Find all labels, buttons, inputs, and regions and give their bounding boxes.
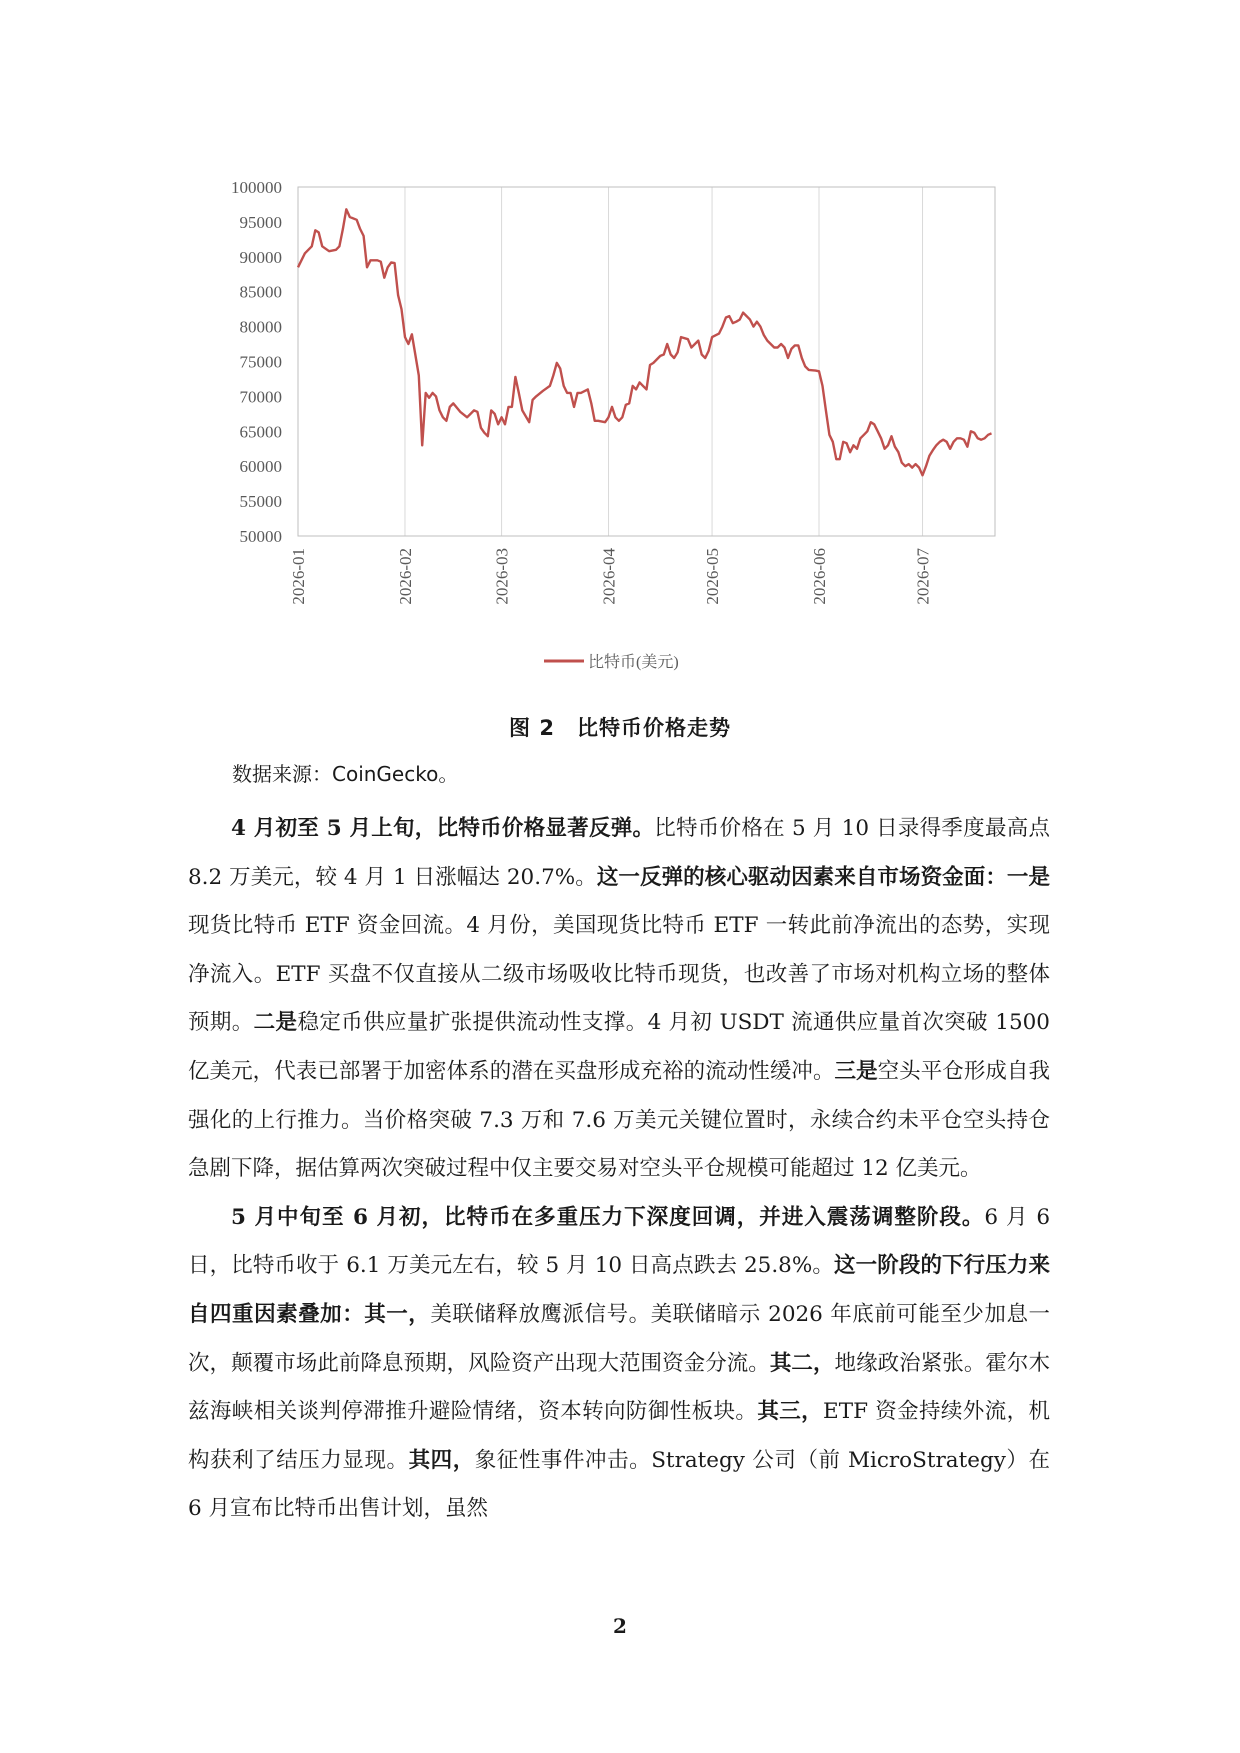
legend [544,653,679,671]
bold-run: 这一反弹的核心驱动因素来自市场资金面：一是 [596,864,1050,890]
bold-run: 4 月初至 5 月上旬，比特币价格显著反弹。 [231,816,655,841]
price-chart [0,0,1240,700]
bold-run: 其四， [408,1447,475,1473]
text-run: 象征性事件冲击。Strategy 公司（前 MicroStrategy）在 6 月宣布比特币出售计划，虽然 [188,1447,1050,1522]
body-text [188,805,1050,1534]
y-tick-label: 85000 [239,282,282,302]
figure-caption: 图 2 比特币价格走势 [509,716,731,740]
bold-run: 5 月中旬至 6 月初，比特币在多重压力下深度回调，并进入震荡调整阶段。 [231,1204,985,1230]
text-run: ETF 资金持续外流，机构获利了结压力显现。 [188,1399,1050,1473]
x-tick-label: 2026-05 [703,548,723,605]
x-tick-label: 2026-02 [395,548,415,605]
y-tick-label: 90000 [239,247,282,267]
bold-run: 其三， [757,1399,824,1425]
y-tick-label: 80000 [239,317,282,337]
y-tick-label: 75000 [239,352,282,372]
y-tick-label: 55000 [239,492,282,512]
text-run: 6 月 6 日，比特币收于 6.1 万美元左右，较 5 月 10 日高点跌去 25.8%。 [188,1204,1050,1279]
bitcoin-price-line [298,209,992,475]
y-axis-labels [231,178,282,546]
x-tick-label: 2026-03 [492,548,512,605]
bold-run: 这一阶段的下行压力来自四重因素叠加：其一， [188,1253,1050,1327]
bold-run: 其二， [769,1350,835,1376]
bold-run: 三是 [834,1058,878,1084]
x-tick-label: 2026-07 [913,548,933,605]
text-run: 稳定币供应量扩张提供流动性支撑。4 月初 USDT 流通供应量首次突破 1500 亿美元，代表已部署于加密体系的潜在买盘形成充裕的流动性缓冲。 [188,1010,1050,1084]
y-tick-label: 100000 [231,178,282,197]
text-run: 现货比特币 ETF 资金回流。4 月份，美国现货比特币 ETF 一转此前净流出的态势，实现净流入。ETF 买盘不仅直接从二级市场吸收比特币现货，也改善了市场对机构立场的整体预期。 [188,913,1050,1036]
bold-run: 二是 [253,1010,298,1036]
text-run: 美联储释放鹰派信号。美联储暗示 2026 年底前可能至少加息一次，颠覆市场此前降息预期，风险资产出现大范围资金分流。 [188,1301,1050,1376]
x-axis-labels [289,548,933,605]
paragraph-2 [188,1194,1050,1534]
x-gridlines [298,187,923,536]
plot-area-frame [298,187,995,536]
data-source: 数据来源：CoinGecko。 [232,762,459,786]
y-tick-label: 50000 [239,527,282,546]
x-tick-label: 2026-04 [599,548,619,605]
y-tick-label: 95000 [239,212,282,232]
x-tick-label: 2026-01 [289,548,308,605]
y-tick-label: 60000 [239,457,282,477]
paragraph-1 [188,805,1050,1194]
text-run: 比特币价格在 5 月 10 日录得季度最高点 8.2 万美元，较 4 月 1 日涨幅达 20.7%。 [188,816,1050,890]
text-run: 地缘政治紧张。霍尔木兹海峡相关谈判停滞推升避险情绪，资本转向防御性板块。 [188,1350,1050,1425]
page-number: 2 [613,1614,627,1638]
y-tick-label: 65000 [239,422,282,442]
legend-label: 比特币(美元) [588,654,679,671]
text-run: 空头平仓形成自我强化的上行推力。当价格突破 7.3 万和 7.6 万美元关键位置时，永续合约未平仓空头持仓急剧下降，据估算两次突破过程中仅主要交易对空头平仓规模可能超过 12 亿美元。 [188,1058,1050,1182]
y-tick-label: 70000 [239,387,282,407]
x-tick-label: 2026-06 [810,548,830,605]
